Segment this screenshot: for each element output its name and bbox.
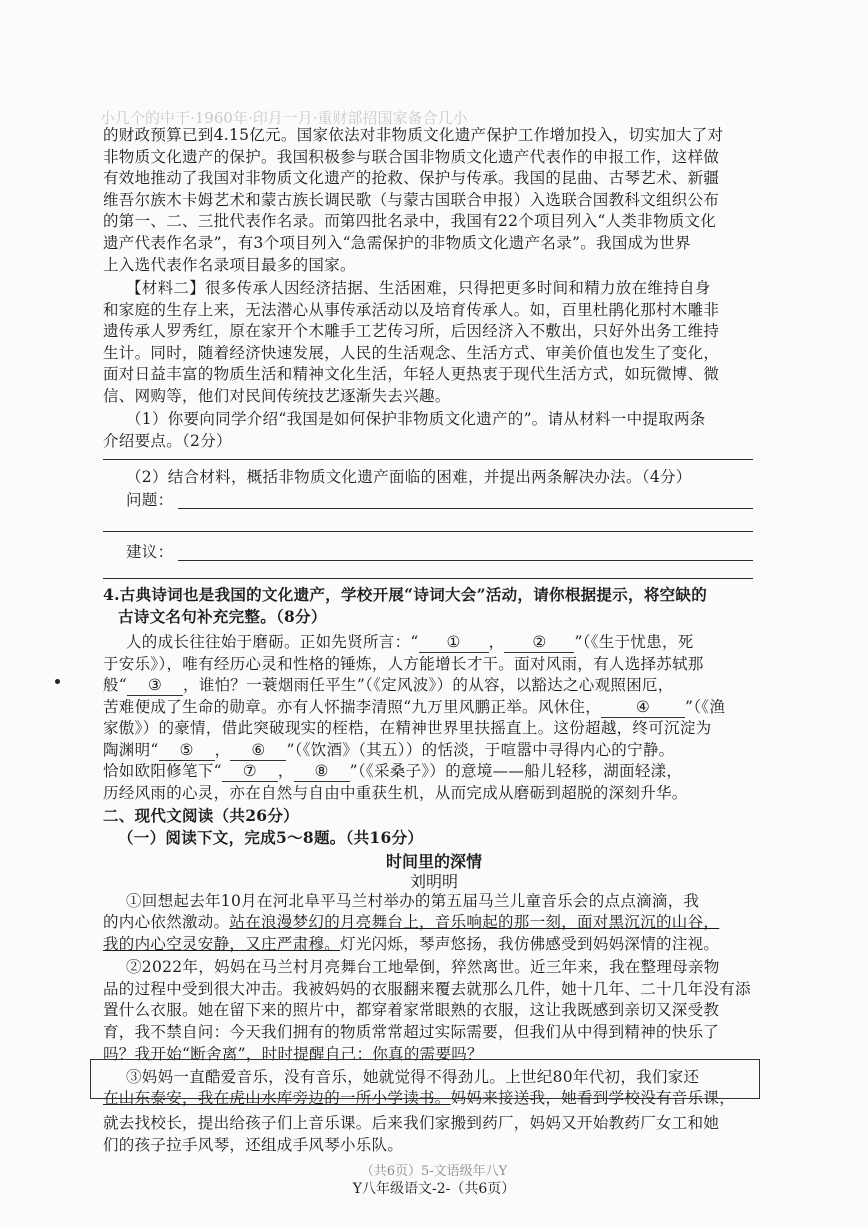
article-line: 的内心依然激动。站在浪漫梦幻的月亮舞台上，音乐响起的那一刻，面对黑沉沉的山谷， [103, 913, 720, 932]
material1-line: 维吾尔族木卡姆艺术和蒙古族长调民歌（与蒙古国联合申报）入选联合国教科文组织公布 [103, 190, 720, 209]
problem-label: 问题： [126, 491, 174, 509]
subsection-heading: （一）阅读下文，完成5～8题。（共16分） [118, 827, 424, 847]
underlined-sentence: 我的内心空灵安静，又庄严肃穆。 [103, 934, 341, 953]
material2-line: 遗传承人罗秀红，原在家开个木雕手工艺传习所，后因经济入不敷出，只好外出务工维持 [103, 322, 720, 340]
material2-line: 面对日益丰富的物质生活和精神文化生活，年轻人更热衷于现代生活方式，如玩微博、微 [103, 365, 720, 384]
underlined-sentence: 在山东泰安，我在虎山水库旁边的一所小学读书。 [103, 1089, 451, 1108]
material1-line: 有效地推动了我国对非物质文化遗产的抢救、保护与传承。我国的昆曲、古琴艺术、新疆 [103, 169, 720, 188]
article-author: 刘明明 [409, 872, 458, 892]
poem-line: 人的成长往往始于磨砺。正如先贤所言：“ ① ， ② ”（《生于忧患，死 [126, 633, 694, 651]
material1-line: 的财政预算已到4.15亿元。国家依法对非物质文化遗产保护工作增加投入，切实加大了对 [103, 126, 724, 145]
section-heading: 二、现代文阅读（共26分） [103, 806, 299, 826]
material2-line: 信、网购等，他们对民间传统技艺逐渐失去兴趣。 [103, 386, 451, 405]
material1-line: 上入选代表作名录项目最多的国家。 [103, 255, 356, 274]
blank-3[interactable]: ③ [127, 675, 183, 696]
poem-line: 苦难便成了生命的勋章。亦有人怀揣李清照“九万里风鹏正举。风休住， ④ ”（《渔 [103, 697, 726, 716]
blank-6[interactable]: ⑥ [230, 740, 286, 761]
poem-line: 历经风雨的心灵，亦在自然与自由中重获生机，从而完成从磨砺到超脱的深刻升华。 [103, 783, 688, 802]
page-footer: Y八年级语文-2-（共6页） [352, 1181, 516, 1197]
blank-5[interactable]: ⑤ [159, 740, 215, 761]
poem-line: 般“ ③ ，谁怕？一蓑烟雨任平生”（《定风波》）的从容，以豁达之心观照困厄， [103, 676, 674, 695]
question-1-text: 介绍要点。（2分） [103, 431, 232, 450]
margin-dot [55, 679, 60, 684]
footer-mirror-text: （共6页）5-文语级年八Y [360, 1164, 508, 1179]
material2-line: 【材料二】很多传承人因经济拮据、生活困难，只得把更多时间和精力放在维持自身 [126, 278, 711, 297]
article-line: 置什么衣服。她在留下来的照片中，都穿着家常眼熟的衣服，这让我既感到亲切又深受教 [103, 1001, 720, 1020]
poem-line: 恰如欧阳修笔下“ ⑦ ， ⑧ ”（《采桑子》）的意境——船儿轻移，湖面轻漾， [103, 762, 683, 781]
suggestion-answer-line[interactable] [103, 578, 753, 579]
material1-line: 遗产代表作名录”，有3个项目列入“急需保护的非物质文化遗产名录”。我国成为世界 [103, 234, 691, 252]
suggestion-answer-line[interactable] [178, 560, 753, 561]
article-title: 时间里的深情 [385, 852, 482, 872]
article-line: 品的过程中受到很大冲击。我被妈妈的衣服翻来覆去就那么几件，她十几年、二十几年没有添 [103, 979, 751, 998]
blank-8[interactable]: ⑧ [294, 761, 350, 782]
article-line: 我的内心空灵安静，又庄严肃穆。灯光闪烁，琴声悠扬，我仿佛感受到妈妈深情的注视。 [103, 934, 720, 953]
boxed-paragraph-frame [90, 1059, 760, 1099]
article-line: 在山东泰安，我在虎山水库旁边的一所小学读书。妈妈来接送我，她看到学校没有音乐课， [103, 1089, 736, 1108]
article-line: 育，我不禁自问：今天我们拥有的物质常常超过实际需要，但我们从中得到精神的快乐了 [103, 1022, 720, 1041]
question-2-text: （2）结合材料，概括非物质文化遗产面临的困难，并提出两条解决办法。（4分） [126, 467, 692, 486]
suggestion-label: 建议： [126, 543, 174, 562]
blank-1[interactable]: ① [419, 632, 489, 653]
poem-line: 于安乐》），唯有经历心灵和性格的锤炼，人方能增长才干。面对风雨，有人选择苏轼那 [103, 654, 704, 673]
question-4-text: 4.古典诗词也是我国的文化遗产，学校开展“诗词大会”活动，请你根据提示，将空缺的 [103, 585, 708, 605]
underlined-sentence: 站在浪漫梦幻的月亮舞台上，音乐响起的那一刻，面对黑沉沉的山谷， [229, 913, 720, 932]
poem-line: 陶渊明“ ⑤ ， ⑥ ”（《饮酒》（其五））的恬淡，于喧嚣中寻得内心的宁静。 [103, 740, 675, 759]
article-line: 就去找校长，提出给孩子们上音乐课。后来我们家搬到药厂，妈妈又开始教药厂女工和她 [103, 1114, 720, 1132]
blank-2[interactable]: ② [504, 632, 574, 653]
article-line: ②2022年，妈妈在马兰村月亮舞台工地晕倒，猝然离世。近三年来，我在整理母亲物 [126, 958, 720, 977]
question-4-text: 古诗文名句补充完整。（8分） [118, 606, 327, 626]
blank-4[interactable]: ④ [601, 697, 685, 718]
bleed-through-text: 小几个的中干·1960年·印月一月·重财部招国家备合几小 [100, 109, 468, 128]
article-line: 们的孩子拉手风琴，还组成手风琴小乐队。 [103, 1136, 404, 1154]
material1-line: 非物质文化遗产的保护。我国积极参与联合国非物质文化遗产代表作的申报工作，这样做 [103, 147, 720, 166]
material2-line: 生计。同时，随着经济快速发展，人民的生活观念、生活方式、审美价值也发生了变化， [103, 343, 720, 362]
problem-answer-line[interactable] [103, 531, 753, 532]
answer-line[interactable] [103, 459, 753, 460]
poem-line: 家傲》）的豪情，借此突破现实的桎梏，在精神世界里扶摇直上。这份超越，终可沉淀为 [103, 719, 712, 738]
article-line: 吗？我开始“断舍离”，时时提醒自己：你真的需要吗？ [103, 1044, 483, 1063]
material1-line: 的第一、二、三批代表作名录。而第四批名录中，我国有22个项目列入“人类非物质文化 [103, 212, 717, 231]
question-1-text: （1）你要向同学介绍“我国是如何保护非物质文化遗产的”。请从材料一中提取两条 [126, 410, 706, 429]
material2-line: 和家庭的生存上来，无法潜心从事传承活动以及培育传承人。如，百里杜鹃化那村木雕非 [103, 300, 720, 319]
article-line: ③妈妈一直酷爱音乐，没有音乐，她就觉得不得劲儿。上世纪80年代初，我们家还 [126, 1067, 700, 1086]
blank-7[interactable]: ⑦ [222, 761, 278, 782]
problem-answer-line[interactable] [178, 508, 753, 509]
article-line: ①回想起去年10月在河北阜平马兰村举办的第五届马兰儿童音乐会的点点滴滴，我 [126, 891, 700, 910]
